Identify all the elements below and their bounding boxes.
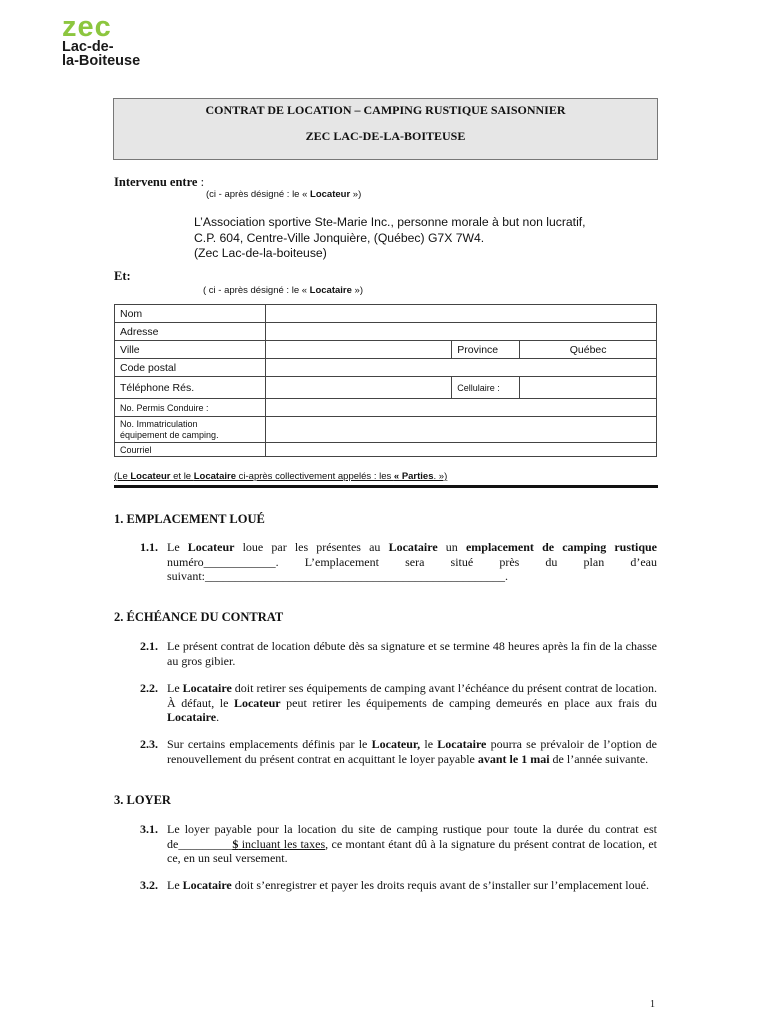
- clause-bold: Locataire: [388, 540, 438, 554]
- parties-bold: Locateur: [130, 471, 171, 482]
- rent-amount-blank[interactable]: _________: [178, 836, 233, 851]
- clause-text: Le: [167, 878, 183, 892]
- immatriculation-label: [115, 417, 266, 443]
- contract-title-box: [113, 98, 658, 160]
- clause-bold: Locataire: [182, 681, 232, 695]
- adresse-field[interactable]: [265, 323, 656, 341]
- clause-text: Le loyer payable pour la location du site de camping rustique pour toute la durée du contrat est de: [167, 822, 657, 851]
- locateur-address: [194, 215, 586, 262]
- clause-text: .: [505, 569, 508, 583]
- parties-text: . »): [433, 471, 448, 482]
- clause-text: pourra se prévaloir de l’option de renouvellement du présent contrat en acquittant le loyer payable: [167, 737, 658, 766]
- note-suffix: »): [350, 189, 362, 200]
- logo-line1: Lac-de-: [62, 39, 114, 55]
- taxes-underlined: [232, 837, 325, 851]
- address-line: C.P. 604, Centre-Ville Jonquière, (Québec) G7X 7W4.: [194, 230, 485, 245]
- parties-text: (Le: [114, 471, 131, 482]
- section1-heading: 1. EMPLACEMENT LOUÉ: [114, 512, 265, 526]
- clause-bold: avant le 1 mai: [477, 751, 550, 766]
- adresse-label: Adresse: [115, 323, 266, 341]
- note-suffix: »): [351, 285, 364, 296]
- parties-text: ci-après collectivement appelés : les: [236, 471, 394, 482]
- clause-text: le: [420, 737, 438, 751]
- clause-text: doit s’enregistrer et payer les droits requis avant de s’installer sur l’emplacement loué.: [231, 878, 649, 892]
- clause-number: 3.1.: [140, 822, 158, 836]
- telephone-label: Téléphone Rés.: [115, 377, 266, 399]
- note-bold: Locateur: [310, 189, 351, 200]
- note-prefix: (ci - après désigné : le «: [206, 189, 311, 200]
- logo-line2: la-Boiteuse: [62, 53, 141, 69]
- code-postal-label: Code postal: [115, 359, 266, 377]
- clause-number: 1.1.: [140, 540, 158, 554]
- section3-heading: 3. LOYER: [114, 793, 171, 807]
- separator-rule: [114, 485, 658, 488]
- intervenu-colon: :: [197, 175, 205, 189]
- nom-field[interactable]: [265, 305, 656, 323]
- note-bold: Locataire: [309, 285, 352, 296]
- intervenu-text: Intervenu entre: [114, 175, 198, 189]
- clause-3-2: [167, 878, 657, 893]
- clause-text: Sur certains emplacements définis par le: [167, 737, 372, 751]
- parties-text: et le: [170, 471, 194, 482]
- clause-bold: emplacement de camping rustique: [465, 540, 658, 554]
- cellulaire-field[interactable]: [520, 377, 657, 399]
- address-line: (Zec Lac-de-la-boiteuse): [194, 246, 327, 260]
- cellulaire-label: Cellulaire :: [452, 377, 520, 399]
- logo-brand: zec: [62, 11, 112, 43]
- ville-label: Ville: [115, 341, 266, 359]
- immat-line1: No. Immatriculation: [120, 418, 198, 429]
- section2-heading: 2. ÉCHÉANCE DU CONTRAT: [114, 610, 284, 624]
- et-label: Et:: [114, 269, 131, 283]
- telephone-field[interactable]: [265, 377, 452, 399]
- clause-bold: Locataire: [167, 710, 217, 724]
- page-number: 1: [650, 999, 655, 1010]
- clause-text: numéro: [167, 554, 204, 569]
- zec-logo: [62, 11, 172, 69]
- clause-number: 2.1.: [140, 639, 158, 653]
- clause-2-1: Le présent contrat de location débute dès sa signature et se termine 48 heures après la fin de la chasse au gros gibier.: [167, 639, 657, 668]
- clause-text: de l’année suivante.: [549, 751, 649, 766]
- clause-3-1: [167, 822, 657, 866]
- dollar-sign: $: [232, 836, 239, 851]
- immat-line2: équipement de camping.: [120, 429, 219, 440]
- permis-label: No. Permis Conduire :: [115, 399, 266, 417]
- locataire-note: [203, 285, 363, 296]
- lake-name-blank[interactable]: __________________________________________________: [205, 569, 505, 583]
- clause-text: loue par les présentes au: [234, 540, 389, 554]
- clause-text: peut retirer les équipements de camping demeurés en place aux frais du: [280, 695, 657, 710]
- contract-subtitle: ZEC LAC-DE-LA-BOITEUSE: [305, 129, 466, 143]
- clause-bold: Locataire: [182, 878, 232, 892]
- contract-title: CONTRAT DE LOCATION – CAMPING RUSTIQUE SAISONNIER: [205, 103, 566, 117]
- clause-text: Le: [167, 681, 183, 695]
- clause-text: .: [216, 710, 220, 724]
- parties-bold: Locataire: [193, 471, 236, 482]
- clause-bold: Locataire: [437, 737, 487, 751]
- taxes-text: incluant les taxes: [238, 836, 326, 851]
- locateur-note: [206, 189, 361, 200]
- code-postal-field[interactable]: [265, 359, 656, 377]
- clause-bold: Locateur: [233, 695, 281, 710]
- clause-text: , ce montant étant dû à la signature du présent contrat de location, et ce, en un seul versement.: [167, 836, 657, 865]
- clause-text: un: [437, 540, 466, 554]
- province-value: Québec: [520, 341, 657, 359]
- immatriculation-field[interactable]: [265, 417, 656, 443]
- clause-2-3: [167, 737, 657, 766]
- clause-text: Le: [167, 540, 188, 554]
- clause-1-1: [167, 540, 657, 584]
- clause-number: 2.3.: [140, 737, 158, 751]
- clause-2-2: [167, 681, 657, 725]
- clause-number: 2.2.: [140, 681, 158, 695]
- clause-number: 3.2.: [140, 878, 158, 892]
- clause-bold: Locateur,: [371, 737, 421, 751]
- clause-text: . L’emplacement sera situé près du plan d’eau suivant:: [167, 554, 657, 583]
- site-number-blank[interactable]: ____________: [203, 554, 276, 569]
- nom-label: Nom: [115, 305, 266, 323]
- intervenu-label: [114, 175, 204, 190]
- permis-field[interactable]: [265, 399, 656, 417]
- parties-bold: « Parties: [393, 471, 434, 482]
- note-prefix: ( ci - après désigné : le «: [203, 285, 310, 296]
- ville-field[interactable]: [265, 341, 452, 359]
- clause-bold: Locateur: [187, 540, 235, 554]
- locataire-info-table: [114, 304, 657, 457]
- clause-text: doit retirer ses équipements de camping avant l’échéance du présent contrat de location. À défaut, le: [167, 681, 658, 710]
- courriel-label: Courriel: [115, 443, 266, 457]
- province-label: Province: [452, 341, 520, 359]
- courriel-field[interactable]: [265, 443, 656, 457]
- address-line: L’Association sportive Ste-Marie Inc., personne morale à but non lucratif,: [194, 215, 586, 229]
- parties-note: [114, 471, 447, 482]
